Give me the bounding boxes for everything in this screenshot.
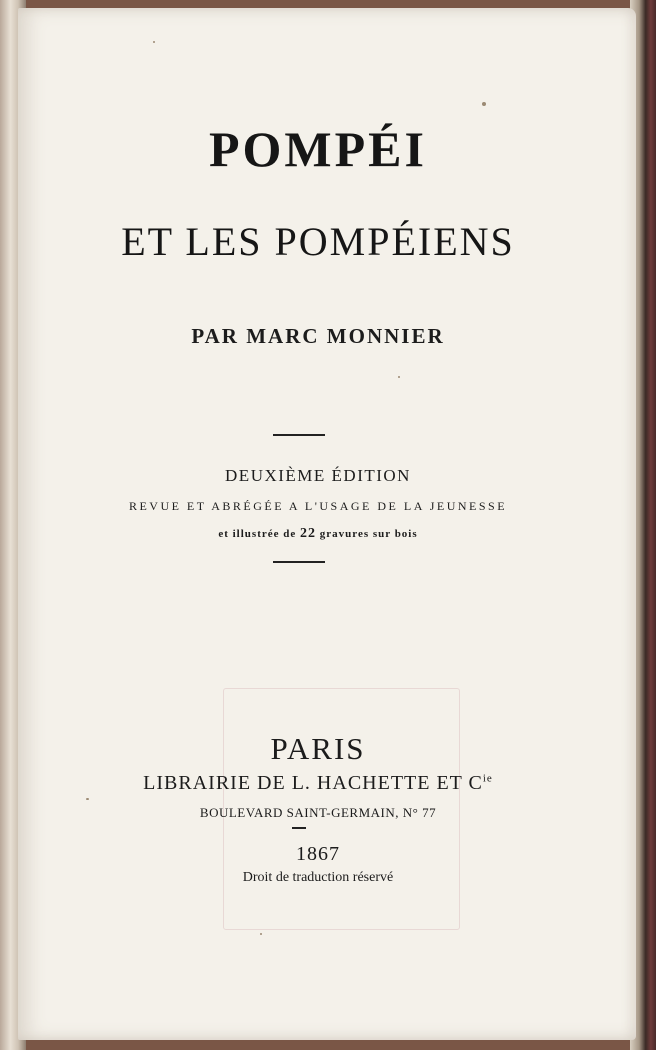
lower-rule xyxy=(273,561,325,563)
publication-year: 1867 xyxy=(296,843,340,865)
edition-line: DEUXIÈME ÉDITION xyxy=(225,466,411,485)
paper-speck xyxy=(398,376,400,378)
book-title: POMPÉI xyxy=(209,121,427,177)
paper-speck xyxy=(153,41,155,43)
revision-line: REVUE ET ABRÉGÉE A L'USAGE DE LA JEUNESSE xyxy=(128,499,508,513)
illustrations-count: 22 xyxy=(300,526,317,541)
illustrations-text-post: gravures sur bois xyxy=(316,528,418,540)
paper-speck xyxy=(482,102,486,106)
book-subtitle: ET LES POMPÉIENS xyxy=(121,219,515,264)
paper-speck xyxy=(86,798,89,800)
illustrations-line xyxy=(18,526,618,542)
publisher-line xyxy=(18,772,618,795)
author-line: PAR MARC MONNIER xyxy=(191,324,445,348)
small-rule xyxy=(292,827,306,829)
illustrations-text-pre: et illustrée de xyxy=(218,528,301,540)
publication-city: PARIS xyxy=(270,731,366,766)
publisher-superscript: ie xyxy=(482,772,493,785)
publisher-name: LIBRAIRIE DE L. HACHETTE ET C xyxy=(143,772,483,794)
rights-notice: Droit de traduction réservé xyxy=(242,870,394,885)
upper-rule xyxy=(273,434,325,436)
publisher-address: BOULEVARD SAINT-GERMAIN, N° 77 xyxy=(199,805,437,820)
title-page xyxy=(18,8,636,1040)
paper-speck xyxy=(260,933,262,935)
